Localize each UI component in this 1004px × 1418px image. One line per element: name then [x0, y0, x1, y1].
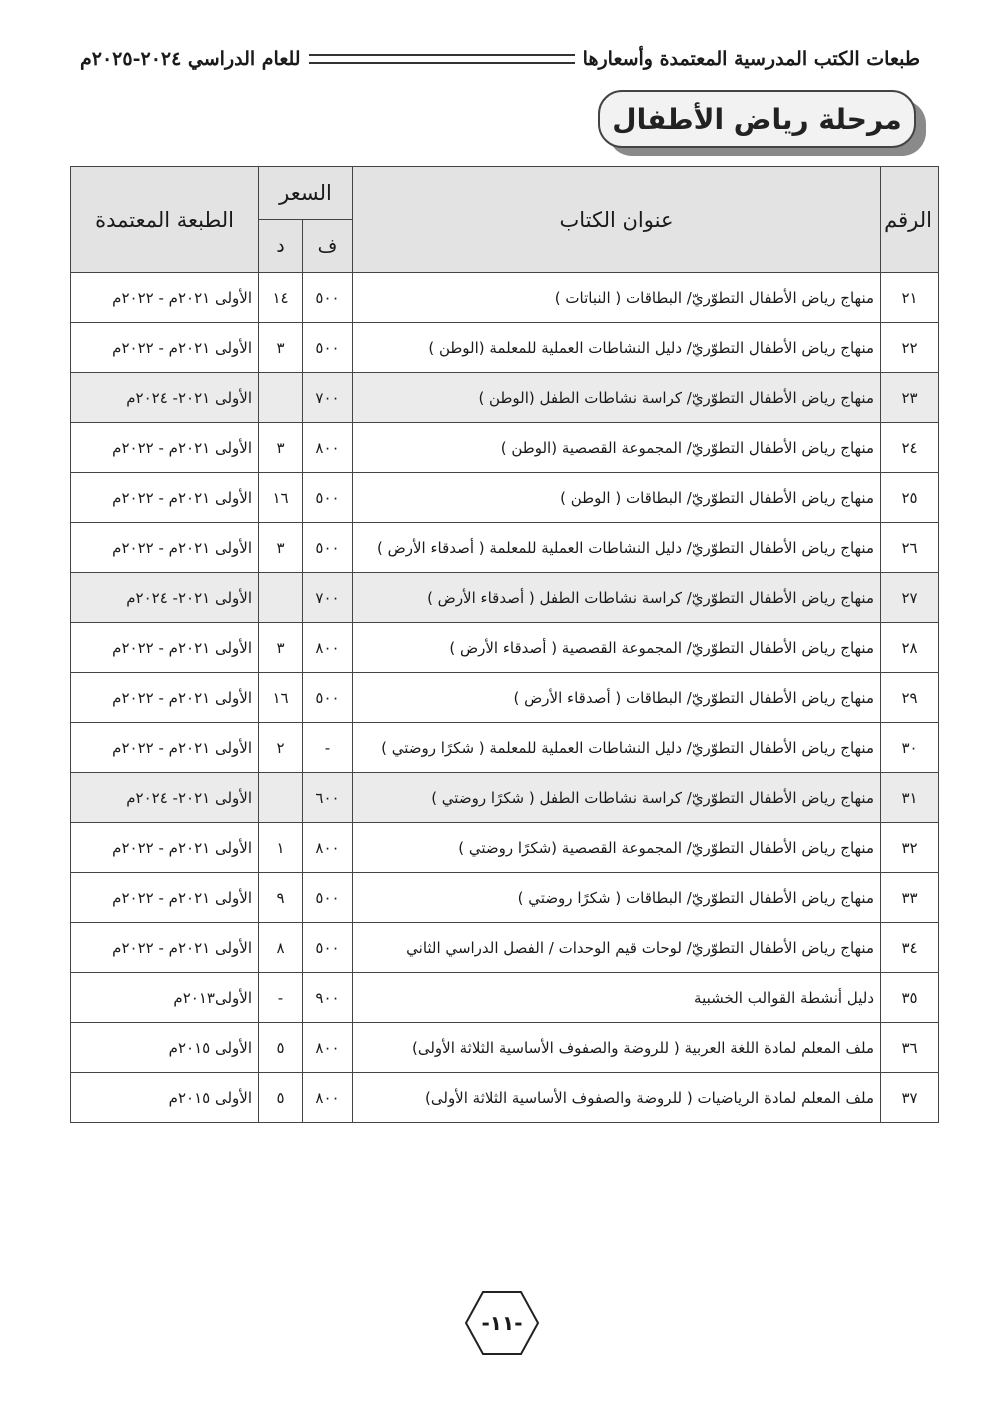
header-fils: ف	[303, 220, 353, 273]
row-book-title: دليل أنشطة القوالب الخشبية	[353, 973, 881, 1023]
row-price-fils: ٥٠٠	[303, 673, 353, 723]
row-book-title: منهاج رياض الأطفال التطوّريّ/ البطاقات ( أصدقاء الأرض )	[353, 673, 881, 723]
row-price-fils: ٧٠٠	[303, 373, 353, 423]
header-price: السعر	[259, 167, 353, 220]
row-edition: الأولى ٢٠٢١م - ٢٠٢٢م	[71, 623, 259, 673]
row-price-fils: ٨٠٠	[303, 1023, 353, 1073]
header-title: طبعات الكتب المدرسية المعتمدة وأسعارها	[582, 48, 920, 70]
row-book-title: ملف المعلم لمادة اللغة العربية ( للروضة والصفوف الأساسية الثلاثة الأولى)	[353, 1023, 881, 1073]
row-book-title: منهاج رياض الأطفال التطوّريّ/ دليل النشاطات العملية للمعلمة (الوطن )	[353, 323, 881, 373]
row-book-title: منهاج رياض الأطفال التطوّريّ/ لوحات قيم الوحدات / الفصل الدراسي الثاني	[353, 923, 881, 973]
header-edition: الطبعة المعتمدة	[71, 167, 259, 273]
table-row	[71, 723, 939, 773]
row-edition: الأولى ٢٠٢١م - ٢٠٢٢م	[71, 873, 259, 923]
page-header	[80, 42, 920, 76]
row-price-fils: ٨٠٠	[303, 823, 353, 873]
row-edition: الأولى ٢٠٢١- ٢٠٢٤م	[71, 373, 259, 423]
header-divider	[309, 54, 575, 64]
row-edition: الأولى ٢٠١٥م	[71, 1073, 259, 1123]
row-book-title: منهاج رياض الأطفال التطوّريّ/ البطاقات ( شكرًا روضتي )	[353, 873, 881, 923]
row-book-title: منهاج رياض الأطفال التطوّريّ/ المجموعة القصصية ( أصدقاء الأرض )	[353, 623, 881, 673]
page-number: -١١-	[481, 1311, 523, 1335]
stage-title: مرحلة رياض الأطفال	[598, 90, 916, 148]
row-edition: الأولى ٢٠٢١م - ٢٠٢٢م	[71, 823, 259, 873]
row-number: ٣٢	[881, 823, 939, 873]
row-price-dinar: -	[259, 973, 303, 1023]
row-edition: الأولى ٢٠٢١م - ٢٠٢٢م	[71, 723, 259, 773]
row-price-dinar: ٩	[259, 873, 303, 923]
row-book-title: منهاج رياض الأطفال التطوّريّ/ المجموعة القصصية (شكرًا روضتي )	[353, 823, 881, 873]
row-price-fils: ٨٠٠	[303, 623, 353, 673]
row-edition: الأولى ٢٠٢١م - ٢٠٢٢م	[71, 323, 259, 373]
row-price-dinar: ٥	[259, 1023, 303, 1073]
row-number: ٢٨	[881, 623, 939, 673]
row-book-title: منهاج رياض الأطفال التطوّريّ/ المجموعة القصصية (الوطن )	[353, 423, 881, 473]
row-price-fils: ٦٠٠	[303, 773, 353, 823]
row-number: ٣٥	[881, 973, 939, 1023]
row-edition: الأولى ٢٠٢١م - ٢٠٢٢م	[71, 273, 259, 323]
table-header-row	[71, 167, 939, 220]
table-row	[71, 1073, 939, 1123]
header-number: الرقم	[881, 167, 939, 273]
row-edition: الأولى ٢٠٢١م - ٢٠٢٢م	[71, 523, 259, 573]
table-row	[71, 623, 939, 673]
row-number: ٢٣	[881, 373, 939, 423]
page-number-badge	[464, 1290, 540, 1356]
row-number: ٣٣	[881, 873, 939, 923]
row-book-title: منهاج رياض الأطفال التطوّريّ/ دليل النشاطات العملية للمعلمة ( أصدقاء الأرض )	[353, 523, 881, 573]
row-price-fils: ٨٠٠	[303, 1073, 353, 1123]
row-price-dinar	[259, 773, 303, 823]
table-row	[71, 323, 939, 373]
header-dinar: د	[259, 220, 303, 273]
row-number: ٣١	[881, 773, 939, 823]
table-row	[71, 823, 939, 873]
row-number: ٣٧	[881, 1073, 939, 1123]
row-number: ٢٩	[881, 673, 939, 723]
row-book-title: منهاج رياض الأطفال التطوّريّ/ كراسة نشاطات الطفل (الوطن )	[353, 373, 881, 423]
row-price-dinar: ٣	[259, 323, 303, 373]
row-number: ٢٧	[881, 573, 939, 623]
row-edition: الأولى ٢٠٢١- ٢٠٢٤م	[71, 773, 259, 823]
row-number: ٣٠	[881, 723, 939, 773]
row-number: ٣٤	[881, 923, 939, 973]
row-price-fils: ٥٠٠	[303, 323, 353, 373]
table-row	[71, 923, 939, 973]
table-row	[71, 423, 939, 473]
row-edition: الأولى ٢٠٢١- ٢٠٢٤م	[71, 573, 259, 623]
row-price-dinar: ٥	[259, 1073, 303, 1123]
row-edition: الأولى٢٠١٣م	[71, 973, 259, 1023]
row-book-title: منهاج رياض الأطفال التطوّريّ/ البطاقات ( الوطن )	[353, 473, 881, 523]
row-edition: الأولى ٢٠٢١م - ٢٠٢٢م	[71, 923, 259, 973]
row-price-dinar: ٢	[259, 723, 303, 773]
row-price-dinar	[259, 573, 303, 623]
table-row	[71, 473, 939, 523]
books-table	[70, 166, 939, 1123]
row-price-dinar: ١٦	[259, 673, 303, 723]
row-number: ٢٢	[881, 323, 939, 373]
header-year: للعام الدراسي ٢٠٢٤-٢٠٢٥م	[80, 48, 301, 70]
row-price-fils: ٩٠٠	[303, 973, 353, 1023]
table-row	[71, 573, 939, 623]
row-edition: الأولى ٢٠١٥م	[71, 1023, 259, 1073]
row-number: ٢١	[881, 273, 939, 323]
row-price-dinar: ١٤	[259, 273, 303, 323]
table-row	[71, 773, 939, 823]
table-row	[71, 523, 939, 573]
row-price-fils: ٧٠٠	[303, 573, 353, 623]
row-number: ٢٦	[881, 523, 939, 573]
row-book-title: منهاج رياض الأطفال التطوّريّ/ كراسة نشاطات الطفل ( شكرًا روضتي )	[353, 773, 881, 823]
row-number: ٣٦	[881, 1023, 939, 1073]
row-edition: الأولى ٢٠٢١م - ٢٠٢٢م	[71, 423, 259, 473]
table-row	[71, 1023, 939, 1073]
row-price-dinar: ٣	[259, 423, 303, 473]
row-book-title: منهاج رياض الأطفال التطوّريّ/ كراسة نشاطات الطفل ( أصدقاء الأرض )	[353, 573, 881, 623]
table-row	[71, 273, 939, 323]
row-price-fils: ٨٠٠	[303, 423, 353, 473]
row-book-title: منهاج رياض الأطفال التطوّريّ/ دليل النشاطات العملية للمعلمة ( شكرًا روضتي )	[353, 723, 881, 773]
row-edition: الأولى ٢٠٢١م - ٢٠٢٢م	[71, 673, 259, 723]
row-price-fils: ٥٠٠	[303, 923, 353, 973]
row-price-dinar: ٣	[259, 623, 303, 673]
table-row	[71, 873, 939, 923]
row-price-dinar: ٨	[259, 923, 303, 973]
row-price-dinar	[259, 373, 303, 423]
row-price-dinar: ٣	[259, 523, 303, 573]
header-title: عنوان الكتاب	[353, 167, 881, 273]
row-book-title: ملف المعلم لمادة الرياضيات ( للروضة والصفوف الأساسية الثلاثة الأولى)	[353, 1073, 881, 1123]
row-price-fils: -	[303, 723, 353, 773]
row-number: ٢٥	[881, 473, 939, 523]
row-book-title: منهاج رياض الأطفال التطوّريّ/ البطاقات ( النباتات )	[353, 273, 881, 323]
row-price-fils: ٥٠٠	[303, 523, 353, 573]
table-row	[71, 973, 939, 1023]
row-price-dinar: ١	[259, 823, 303, 873]
row-price-fils: ٥٠٠	[303, 473, 353, 523]
row-price-fils: ٥٠٠	[303, 273, 353, 323]
row-price-fils: ٥٠٠	[303, 873, 353, 923]
table-row	[71, 673, 939, 723]
row-price-dinar: ١٦	[259, 473, 303, 523]
row-edition: الأولى ٢٠٢١م - ٢٠٢٢م	[71, 473, 259, 523]
table-row	[71, 373, 939, 423]
row-number: ٢٤	[881, 423, 939, 473]
